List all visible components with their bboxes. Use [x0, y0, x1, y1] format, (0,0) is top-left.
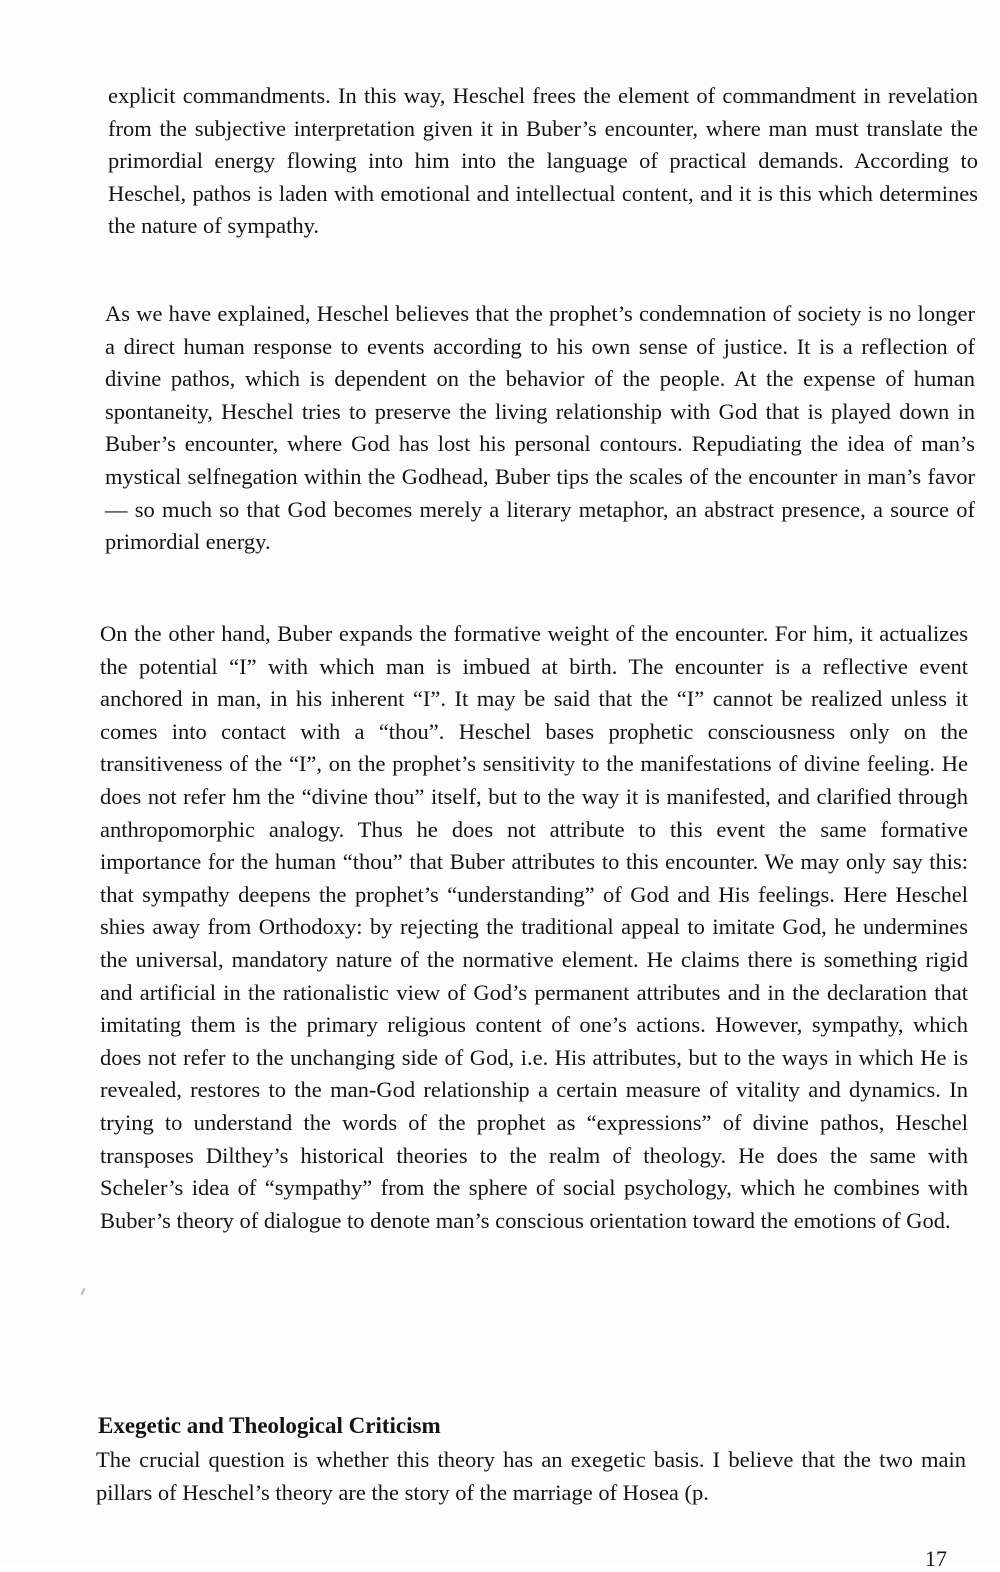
section-heading: Exegetic and Theological Criticism	[98, 1413, 441, 1438]
paragraph-3: On the other hand, Buber expands the formative weight of the encounter. For him, it actualizes the potential “I” with which man is imbued at birth. The encounter is a reflective event anchored in man, in his inherent “I”. It may be said that the “I” cannot be realized unless it comes into contact with a “thou”. Heschel bases prophetic consciousness only on the transitiveness of the “I”, on the prophet’s sensitivity to the manifestations of divine feeling. He does not refer hm the “divine thou” itself, but to the way it is manifested, and clarified through anthropomorphic analogy. Thus he does not attribute to this event the same formative importance for the human “thou” that Buber attributes to this encounter. We may only say this: that sympathy deepens the prophet’s “understanding” of God and His feelings. Here Heschel shies away from Orthodoxy: by rejecting the traditional appeal to imitate God, he undermines the universal, mandatory nature of the normative element. He claims there is something rigid and artificial in the rationalistic view of God’s permanent attributes and in the declaration that imitating them is the primary religious content of one’s actions. However, sympathy, which does not refer to the unchanging side of God, i.e. His attributes, but to the ways in which He is revealed, restores to the man-God relationship a certain measure of vitality and dynamics. In trying to understand the words of the prophet as “expressions” of divine pathos, Heschel transposes Dilthey’s historical theories to the realm of theology. He does the same with Scheler’s idea of “sympathy” from the sphere of social psychology, which he combines with Buber’s theory of dialogue to denote man’s conscious orientation toward the emotions of God.	[100, 621, 968, 1233]
section-paragraph: The crucial question is whether this theory has an exegetic basis. I believe that the two main pillars of Heschel’s theory are the story of the marriage of Hosea (p.	[96, 1447, 966, 1505]
page-number: 17	[925, 1546, 947, 1571]
paragraph-1: explicit commandments. In this way, Heschel frees the element of commandment in revelation from the subjective interpretation given it in Buber’s encounter, where man must translate the primordial energy flowing into him into the language of practical demands. According to Heschel, pathos is laden with emotional and intellectual content, and it is this which determines the nature of sympathy.	[108, 83, 978, 239]
scan-speck	[81, 1288, 86, 1295]
paragraph-2: As we have explained, Heschel believes that the prophet’s condemnation of society is no longer a direct human response to events according to his own sense of justice. It is a reflection of divine pathos, which is dependent on the behavior of the people. At the expense of human spontaneity, Heschel tries to preserve the living relationship with God that is played down in Buber’s encounter, where God has lost his personal contours. Repudiating the idea of man’s mystical selfnegation within the Godhead, Buber tips the scales of the encounter in man’s favor — so much so that God becomes merely a literary metaphor, an abstract presence, a source of primordial energy.	[105, 301, 975, 555]
